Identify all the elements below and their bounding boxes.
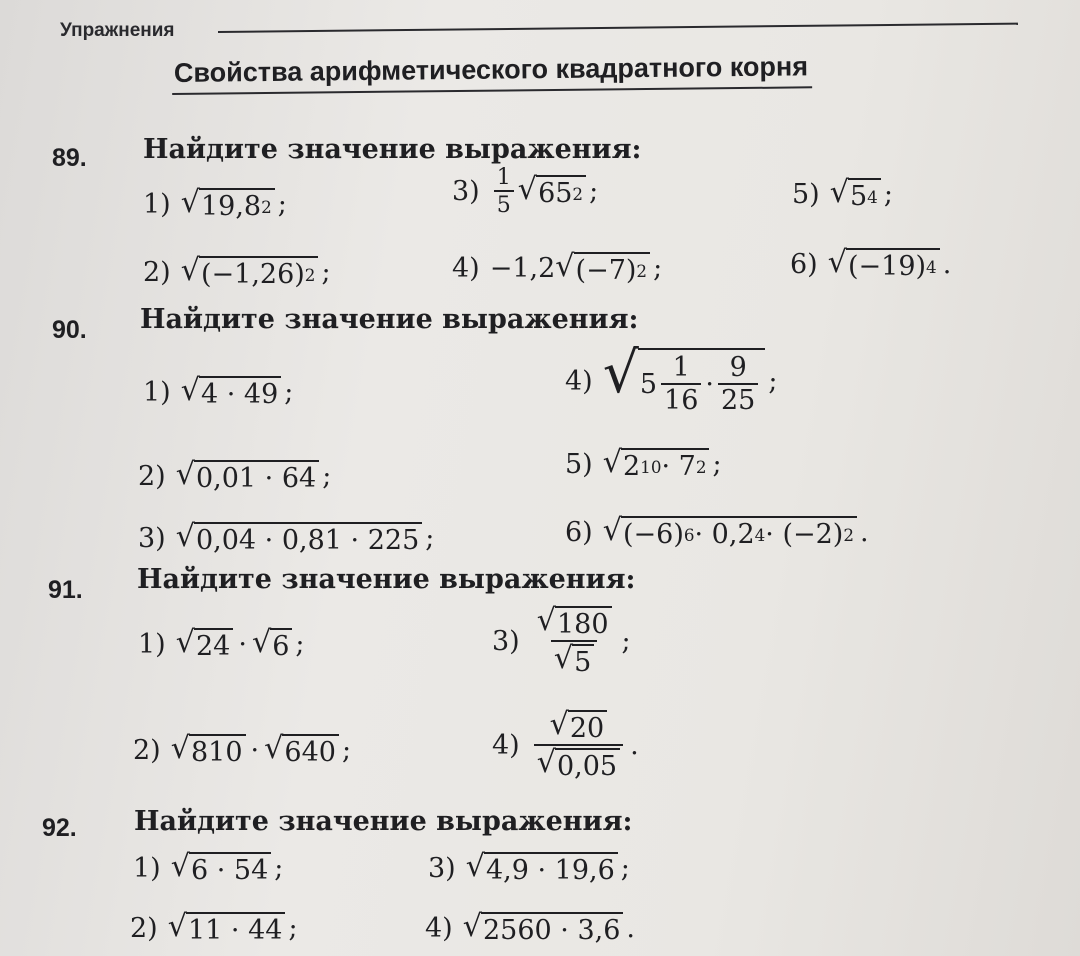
radicand: (−19) [847,251,927,282]
radical: √ 810 [171,734,246,766]
item-number: 3) [138,522,166,554]
exercise-item [452,249,663,286]
exercise-item [492,707,639,782]
exercise-number: 90. [52,316,87,344]
punctuation: ; [883,178,893,210]
item-number: 3) [428,852,456,884]
denominator: 16 [661,383,701,414]
multiply-sign: · [238,628,247,660]
exercise-item [565,445,722,482]
radical: √ 640 [264,734,339,766]
item-number: 4) [452,252,480,284]
radicand: 4 · 49 [200,379,279,410]
item-number: 4) [425,912,453,944]
item-number: 5) [565,448,593,480]
item-number: 5) [792,178,820,210]
denominator: √ 0,05 [534,744,623,780]
radicand: 0,05 [556,751,618,782]
punctuation: ; [425,522,435,554]
exercise-item [138,457,332,494]
fraction [718,354,758,414]
exercise-item [130,909,298,946]
radicand: 6 [272,631,290,662]
multiply-sign: · [705,368,714,400]
punctuation: ; [288,912,298,944]
radical: √ 0,04 · 0,81 · 225 [176,522,423,554]
radical: √ 0,01 · 64 [176,460,320,492]
radical: √ 6 · 54 [171,852,272,884]
exercise-item [565,513,869,550]
radical: √ (−7) 2 [555,252,650,284]
radical: √ 24 [176,628,234,660]
radicand: (−1,26) [200,259,305,290]
base: · (−2) [765,519,844,550]
exercise-title: Найдите значение выражения: [134,806,633,837]
radicand: 6 · 54 [190,855,269,886]
item-number: 2) [143,256,171,288]
radical: √ 2 10 · 7 2 [603,448,710,480]
punctuation: ; [653,252,663,284]
base: (−6) [622,519,684,550]
coefficient: −1,2 [489,252,556,284]
punctuation: ; [277,188,287,220]
radicand: 19,8 [200,191,262,222]
numerator: 1 [496,164,511,190]
denominator: 5 [494,190,514,216]
exercise-number: 92. [42,814,77,842]
radicand: 5 [574,647,592,678]
exercise-title: Найдите значение выражения: [143,134,642,165]
radical: √ 5 4 [830,178,881,210]
item-number: 6) [565,516,593,548]
denominator: 25 [718,383,758,414]
section-label: Упражнения [60,20,175,41]
punctuation: . [626,912,635,944]
radical: √ (−6) 6 · 0,2 4 · (−2) 2 [603,516,857,548]
radical: √ 4 · 49 [181,376,282,408]
exercise-item [492,603,631,678]
radicand: 640 [284,737,336,768]
numerator: 1 [672,352,690,383]
radical: √ 4,9 · 19,6 [466,852,618,884]
radicand: 2560 · 3,6 [482,915,621,946]
radical: √ 11 · 44 [168,912,286,944]
exercise-title: Найдите значение выражения: [137,564,636,595]
punctuation: ; [321,256,331,288]
radicand: 20 [569,713,605,744]
radical: √ (−1,26) 2 [181,256,319,288]
punctuation: ; [341,734,352,766]
item-number: 4) [492,729,520,761]
radicand: 5 [849,181,868,212]
exercise-item [452,164,599,219]
numerator: √ 20 [547,710,611,744]
item-number: 3) [492,625,520,657]
punctuation: ; [274,852,284,884]
radicand: 65 [538,178,573,210]
numerator: 9 [729,352,747,383]
exercise-item [138,519,435,556]
exercise-item [428,849,630,886]
radicand: 11 · 44 [187,915,283,946]
radical: √ (−19) 4 [828,248,940,280]
exercise-number: 91. [48,576,83,604]
exercise-item [133,849,284,886]
item-number: 2) [130,912,158,944]
radicand: 4,9 · 19,6 [485,855,615,886]
punctuation: ; [620,852,630,884]
exercise-item [565,340,778,416]
item-number: 2) [138,460,166,492]
exercise-item [143,253,331,290]
radicand: (−7) [575,255,637,286]
item-number: 2) [133,734,161,766]
item-number: 1) [138,628,166,660]
base: · 7 [661,451,696,482]
chapter-title: Свойства арифметического квадратного корня [172,51,812,95]
radical: √ 5 $\frac{1}{16}$ · $\frac{9}{25}$ [603,348,766,414]
punctuation: ; [621,625,631,657]
exercise-item [790,245,952,282]
exercise-item [133,731,352,768]
punctuation: ; [295,628,305,660]
radicand: 0,04 · 0,81 · 225 [195,525,420,556]
coefficient-fraction [494,164,514,219]
punctuation: ; [284,376,294,408]
multiply-sign: · [250,734,260,766]
radical: √ 65 2 [518,175,586,207]
exercise-title: Найдите значение выражения: [140,304,639,335]
exercise-number: 89. [52,144,87,172]
numerator: √ 180 [534,606,615,640]
item-number: 1) [143,188,171,220]
fraction [661,354,701,414]
exercise-item [138,625,305,662]
item-number: 1) [143,376,171,408]
exercise-item [143,185,287,222]
exercise-item [792,175,893,212]
radicand: 24 [195,631,231,662]
radical: √ 19,8 2 [181,188,275,220]
punctuation: ; [589,175,599,207]
exercise-item [425,909,635,946]
item-number: 4) [565,365,593,397]
punctuation: ; [768,365,778,397]
radicand: 0,01 · 64 [195,463,317,494]
punctuation: . [859,516,869,548]
item-number: 1) [133,852,161,884]
base: 2 [622,451,641,482]
fraction [534,707,623,782]
item-number: 6) [790,248,818,280]
whole-part: 5 [639,368,658,400]
header-rule [218,23,1018,33]
fraction [534,603,615,678]
punctuation: . [630,729,639,761]
punctuation: . [942,248,952,280]
base: · 0,2 [694,519,755,550]
denominator: √ 5 [551,640,597,676]
radical: √ 6 [252,628,292,660]
radical: √ 2560 · 3,6 [463,912,624,944]
radicand: 810 [190,737,243,768]
radicand: 180 [556,609,609,640]
punctuation: ; [322,460,332,492]
exercise-item [143,373,294,410]
punctuation: ; [712,448,722,480]
item-number: 3) [452,175,480,207]
